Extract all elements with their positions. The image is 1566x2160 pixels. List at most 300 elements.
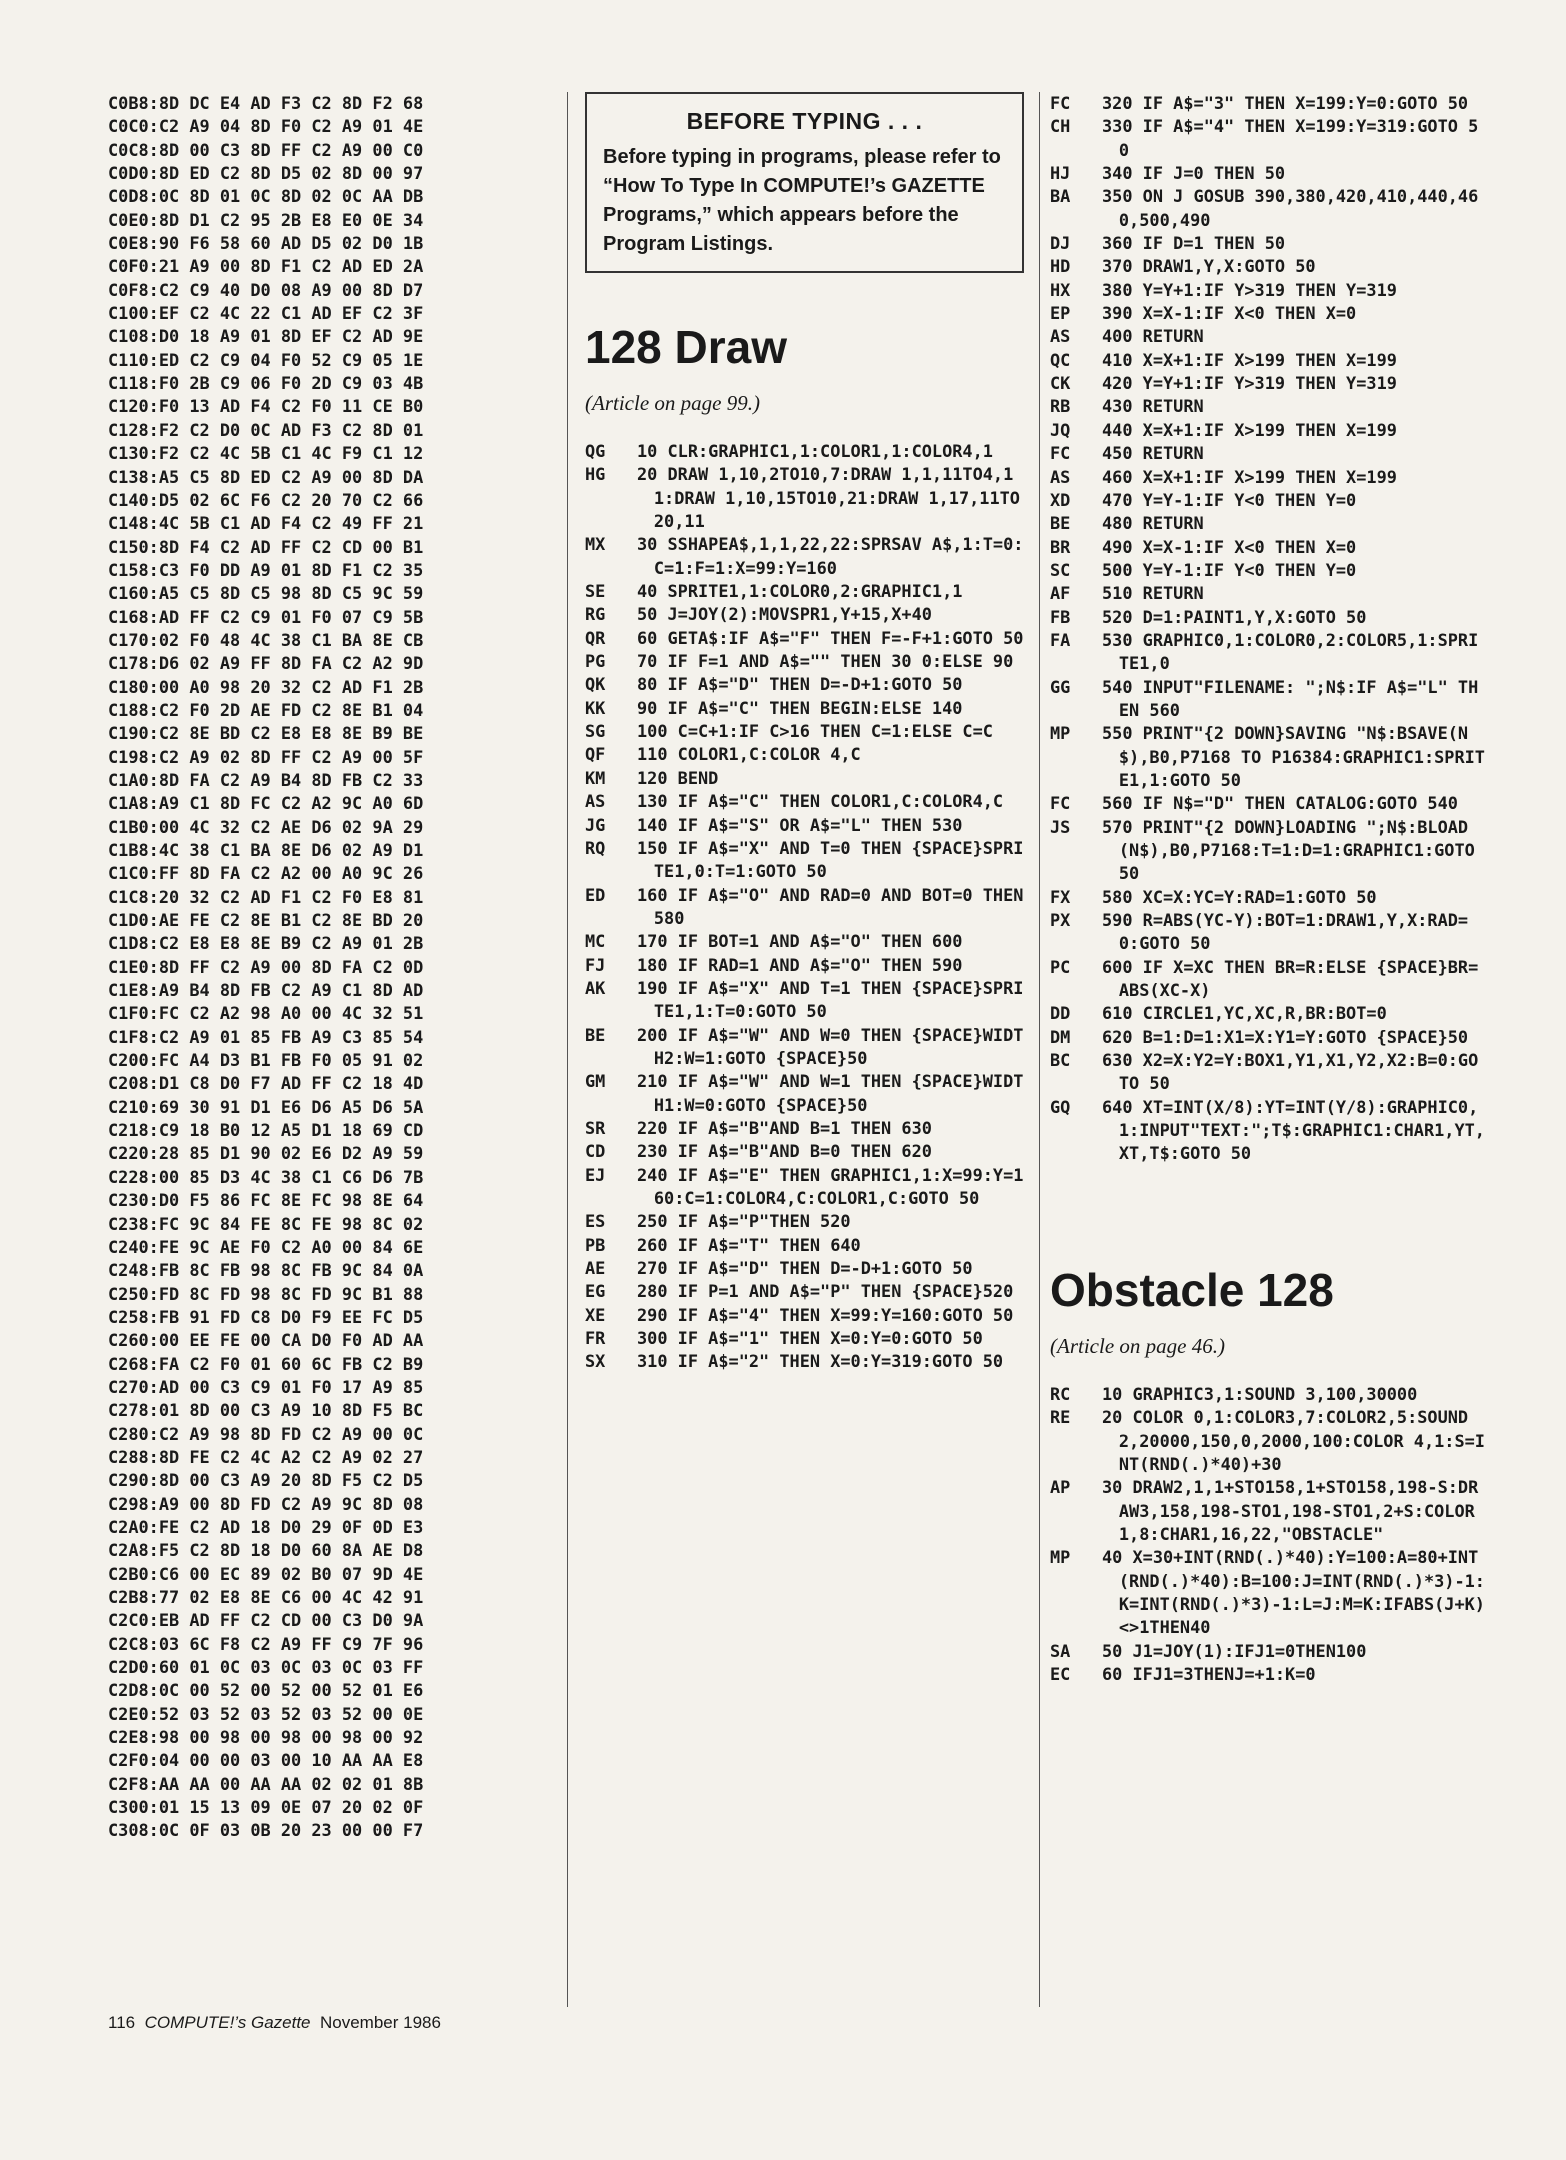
program-line (1050, 232, 1485, 255)
checksum: MX (585, 534, 606, 555)
checksum: SG (585, 721, 606, 742)
checksum: QK (585, 674, 606, 695)
program-line (585, 884, 1034, 931)
code: 300 IF A$="1" THEN X=0:Y=0:GOTO 50 (637, 1328, 983, 1349)
ml-line: C258:FB 91 FD C8 D0 F9 EE FC D5 (108, 1306, 424, 1327)
code: 330 IF A$="4" THEN X=199:Y=319:GOTO 50 (1102, 116, 1479, 160)
code: 600 IF X=XC THEN BR=R:ELSE {SPACE}BR=ABS(XC-X) (1102, 956, 1479, 1001)
ml-line: C110:ED C2 C9 04 F0 52 C9 05 1E (108, 349, 424, 370)
checksum: GM (585, 1071, 606, 1092)
code: 60 IFJ1=3THENJ=+1:K=0 (1102, 1663, 1316, 1684)
ml-line: C0C8:8D 00 C3 8D FF C2 A9 00 C0 (108, 139, 424, 160)
code: 140 IF A$="S" OR A$="L" THEN 530 (637, 814, 963, 835)
program-line (585, 580, 1030, 603)
program-line (1050, 1406, 1485, 1476)
ml-line: C240:FE 9C AE F0 C2 A0 00 84 6E (108, 1236, 424, 1257)
ml-line: C2A0:FE C2 AD 18 D0 29 0F 0D E3 (108, 1516, 424, 1537)
checksum: BR (1050, 536, 1071, 557)
ml-line: C138:A5 C5 8D ED C2 A9 00 8D DA (108, 466, 424, 487)
notice-title: BEFORE TYPING . . . (686, 108, 923, 134)
ml-line: C288:8D FE C2 4C A2 C2 A9 02 27 (108, 1446, 424, 1467)
code: 30 DRAW2,1,1+STO158,1+STO158,198-S:DRAW3,158,198-STO1,198-STO1,2+S:COLOR1,8:CHAR1,16,22,"OBSTACLE" (1102, 1477, 1479, 1544)
code: 120 BEND (637, 767, 719, 788)
checksum: FB (1050, 606, 1071, 627)
ml-line: C148:4C 5B C1 AD F4 C2 49 FF 21 (108, 513, 424, 534)
ml-line: C308:0C 0F 03 0B 20 23 00 00 F7 (108, 1820, 424, 1841)
checksum: JG (585, 814, 606, 835)
program-line (1050, 162, 1485, 185)
checksum: KK (585, 697, 606, 718)
program-line (585, 743, 1030, 766)
code: 570 PRINT"{2 DOWN}LOADING ";N$:BLOAD(N$),B0,P7168:T=1:D=1:GRAPHIC1:GOTO 50 (1102, 816, 1485, 884)
code: 10 CLR:GRAPHIC1,1:COLOR1,1:COLOR4,1 (637, 441, 993, 461)
ml-line: C1F0:FC C2 A2 98 A0 00 4C 32 51 (108, 1003, 424, 1024)
code: 180 IF RAD=1 AND A$="O" THEN 590 (637, 954, 963, 975)
code: 340 IF J=0 THEN 50 (1102, 163, 1286, 184)
program-line (585, 1117, 1030, 1140)
page-number: 116 (108, 2013, 136, 2032)
ml-line: C118:F0 2B C9 06 F0 2D C9 03 4B (108, 373, 424, 394)
ml-line: C120:F0 13 AD F4 C2 F0 11 CE B0 (108, 396, 424, 417)
ml-line: C0C0:C2 A9 04 8D F0 C2 A9 01 4E (108, 116, 424, 137)
checksum: AS (585, 791, 606, 812)
checksum: FC (1050, 443, 1071, 464)
code: 260 IF A$="T" THEN 640 (637, 1234, 861, 1255)
code: 630 X2=X:Y2=Y:BOX1,Y1,X1,Y2,X2:B=0:GOTO 50 (1102, 1050, 1479, 1094)
program-line (585, 977, 1030, 1024)
ml-line: C2B8:77 02 E8 8E C6 00 4C 42 91 (108, 1587, 424, 1607)
program-line (585, 1350, 1030, 1373)
program-line (585, 533, 1030, 580)
program-line (1050, 886, 1485, 909)
code: 470 Y=Y-1:IF Y<0 THEN Y=0 (1102, 489, 1357, 510)
code: 250 IF A$="P"THEN 520 (637, 1211, 851, 1232)
ml-line: C108:D0 18 A9 01 8D EF C2 AD 9E (108, 326, 424, 347)
ml-line: C0F0:21 A9 00 8D F1 C2 AD ED 2A (108, 256, 424, 277)
program-line (1050, 489, 1485, 512)
ml-line: C0E8:90 F6 58 60 AD D5 02 D0 1B (108, 233, 424, 254)
checksum: RE (1050, 1407, 1071, 1428)
ml-line: C300:01 15 13 09 0E 07 20 02 0F (108, 1797, 424, 1818)
checksum: PG (585, 651, 606, 672)
ml-line: C1D8:C2 E8 E8 8E B9 C2 A9 01 2B (108, 933, 424, 954)
code: 370 DRAW1,Y,X:GOTO 50 (1102, 256, 1316, 277)
code: 270 IF A$="D" THEN D=-D+1:GOTO 50 (637, 1258, 973, 1279)
code: 400 RETURN (1102, 326, 1204, 347)
ml-line: C130:F2 C2 4C 5B C1 4C F9 C1 12 (108, 443, 424, 464)
code: 590 R=ABS(YC-Y):BOT=1:DRAW1,Y,X:RAD=0:GOTO 50 (1102, 910, 1469, 954)
code: 20 COLOR 0,1:COLOR3,7:COLOR2,5:SOUND 2,20000,150,0,2000,100:COLOR 4,1:S=INT(RND(.)*40)+30 (1102, 1407, 1485, 1474)
program-line (1050, 582, 1485, 605)
ml-listing-column (108, 92, 556, 1843)
program-line (1050, 279, 1485, 302)
code: 550 PRINT"{2 DOWN}SAVING "N$:BSAVE(N$),B0,P7168 TO P16384:GRAPHIC1:SPRITE1,1:GOTO 50 (1102, 723, 1485, 790)
checksum: SA (1050, 1640, 1071, 1661)
checksum: BE (1050, 513, 1071, 534)
checksum: FJ (585, 954, 606, 975)
code: 210 IF A$="W" AND W=1 THEN {SPACE}WIDTH1:W=0:GOTO {SPACE}50 (637, 1071, 1024, 1115)
ml-line: C1E0:8D FF C2 A9 00 8D FA C2 0D (108, 956, 424, 977)
checksum: QR (585, 627, 606, 648)
ml-line: C1E8:A9 B4 8D FB C2 A9 C1 8D AD (108, 980, 424, 1001)
program-line (585, 627, 1030, 650)
ml-line: C0D8:0C 8D 01 0C 8D 02 0C AA DB (108, 186, 424, 207)
program-line (1050, 1049, 1485, 1096)
code: 130 IF A$="C" THEN COLOR1,C:COLOR4,C (637, 791, 1004, 812)
code: 240 IF A$="E" THEN GRAPHIC1,1:X=99:Y=160:C=1:COLOR4,C:COLOR1,C:GOTO 50 (637, 1164, 1024, 1208)
program-line (1050, 1640, 1485, 1663)
code: 290 IF A$="4" THEN X=99:Y=160:GOTO 50 (637, 1304, 1014, 1325)
code: 480 RETURN (1102, 513, 1204, 534)
code: 430 RETURN (1102, 396, 1204, 417)
program-line (1050, 466, 1485, 489)
checksum: DD (1050, 1003, 1071, 1024)
checksum: SE (585, 581, 606, 602)
program-line (1050, 185, 1485, 232)
ml-line: C0F8:C2 C9 40 D0 08 A9 00 8D D7 (108, 279, 424, 300)
checksum: AS (1050, 466, 1071, 487)
program-line (1050, 722, 1485, 792)
column-divider (1039, 92, 1040, 2007)
program-line (585, 697, 1030, 720)
code: 540 INPUT"FILENAME: ";N$:IF A$="L" THEN 560 (1102, 676, 1479, 720)
ml-line: C230:D0 F5 86 FC 8E FC 98 8E 64 (108, 1190, 424, 1211)
program-line (1050, 325, 1485, 348)
ml-line: C1C8:20 32 C2 AD F1 C2 F0 E8 81 (108, 886, 424, 907)
checksum: QG (585, 441, 606, 461)
checksum: ED (585, 884, 606, 905)
code: 380 Y=Y+1:IF Y>319 THEN Y=319 (1102, 279, 1397, 300)
obstacle128-article-ref: (Article on page 46.) (1050, 1333, 1225, 1358)
checksum: FA (1050, 629, 1071, 650)
program-line (1050, 816, 1485, 886)
code: 30 SSHAPEA$,1,1,22,22:SPRSAV A$,1:T=0:C=1:F=1:X=99:Y=160 (637, 534, 1024, 578)
ml-line: C208:D1 C8 D0 F7 AD FF C2 18 4D (108, 1073, 424, 1094)
page-footer (108, 2013, 441, 2033)
checksum: JS (1050, 816, 1071, 837)
program-line (585, 1257, 1030, 1280)
ml-line: C160:A5 C5 8D C5 98 8D C5 9C 59 (108, 583, 424, 604)
program-line (1050, 395, 1485, 418)
code: 40 SPRITE1,1:COLOR0,2:GRAPHIC1,1 (637, 581, 963, 602)
program-line (585, 1327, 1030, 1350)
program-line (1050, 956, 1485, 1003)
checksum: CH (1050, 116, 1071, 137)
program-line (585, 790, 1030, 813)
ml-line: C2F0:04 00 00 03 00 10 AA AA E8 (108, 1750, 424, 1771)
program-line (1050, 349, 1485, 372)
checksum: CK (1050, 373, 1071, 394)
program-line (1050, 536, 1485, 559)
program-line (1050, 1476, 1485, 1546)
program-line (585, 1210, 1030, 1233)
program-line (1050, 559, 1485, 582)
code: 150 IF A$="X" AND T=0 THEN {SPACE}SPRITE1,0:T=1:GOTO 50 (637, 837, 1024, 882)
code: 40 X=30+INT(RND(.)*40):Y=100:A=80+INT(RND(.)*40):B=100:J=INT(RND(.)*3)-1:K=INT(RND(.)*3)-1:L=J:M=K:IFABS(J+K)<>1THEN40 (1102, 1547, 1485, 1638)
checksum: MP (1050, 723, 1071, 744)
code: 560 IF N$="D" THEN CATALOG:GOTO 540 (1102, 793, 1458, 814)
program-line (585, 673, 1030, 696)
ml-line: C178:D6 02 A9 FF 8D FA C2 A2 9D (108, 653, 424, 674)
checksum: EG (585, 1281, 606, 1302)
code: 610 CIRCLE1,YC,XC,R,BR:BOT=0 (1102, 1003, 1387, 1024)
ml-line: C200:FC A4 D3 B1 FB F0 05 91 02 (108, 1050, 424, 1071)
ml-line: C1C0:FF 8D FA C2 A2 00 A0 9C 26 (108, 863, 424, 884)
checksum: AS (1050, 326, 1071, 347)
program-line (1050, 1383, 1485, 1406)
checksum: FR (585, 1328, 606, 1349)
checksum: DM (1050, 1026, 1071, 1047)
program-line (1050, 302, 1485, 325)
code: 160 IF A$="O" AND RAD=0 AND BOT=0 THEN 580 (637, 884, 1034, 928)
checksum: AF (1050, 583, 1071, 604)
ml-line: C198:C2 A9 02 8D FF C2 A9 00 5F (108, 746, 424, 767)
checksum: GG (1050, 676, 1071, 697)
code: 310 IF A$="2" THEN X=0:Y=319:GOTO 50 (637, 1351, 1004, 1372)
program-line (585, 1070, 1030, 1117)
program-line (1050, 792, 1485, 815)
ml-line: C168:AD FF C2 C9 01 F0 07 C9 5B (108, 606, 424, 627)
ml-line: C128:F2 C2 D0 0C AD F3 C2 8D 01 (108, 419, 424, 440)
program-line (1050, 1026, 1485, 1049)
code: 10 GRAPHIC3,1:SOUND 3,100,30000 (1102, 1383, 1418, 1404)
ml-line: C2D8:0C 00 52 00 52 00 52 01 E6 (108, 1680, 424, 1701)
program-line (1050, 92, 1485, 115)
program-line (585, 1140, 1030, 1163)
ml-line: C280:C2 A9 98 8D FD C2 A9 00 0C (108, 1423, 424, 1444)
code: 200 IF A$="W" AND W=0 THEN {SPACE}WIDTH2:W=1:GOTO {SPACE}50 (637, 1024, 1024, 1068)
code: 170 IF BOT=1 AND A$="O" THEN 600 (637, 931, 963, 952)
ml-line: C298:A9 00 8D FD C2 A9 9C 8D 08 (108, 1493, 424, 1514)
checksum: SR (585, 1117, 606, 1138)
ml-line: C1A0:8D FA C2 A9 B4 8D FB C2 33 (108, 769, 424, 790)
code: 440 X=X+1:IF X>199 THEN X=199 (1102, 419, 1397, 440)
program-line (1050, 1002, 1485, 1025)
checksum: MP (1050, 1547, 1071, 1568)
checksum: SC (1050, 559, 1071, 580)
code: 360 IF D=1 THEN 50 (1102, 233, 1286, 254)
program-line (585, 440, 1030, 463)
code: 190 IF A$="X" AND T=1 THEN {SPACE}SPRITE1,1:T=0:GOTO 50 (637, 977, 1024, 1022)
program-line (585, 720, 1030, 743)
checksum: FX (1050, 886, 1071, 907)
issue-date: November 1986 (319, 2013, 441, 2032)
ml-line: C2E0:52 03 52 03 52 03 52 00 0E (108, 1703, 424, 1724)
code: 320 IF A$="3" THEN X=199:Y=0:GOTO 50 (1102, 93, 1469, 113)
ml-line: C190:C2 8E BD C2 E8 E8 8E B9 BE (108, 723, 424, 744)
code: 460 X=X+1:IF X>199 THEN X=199 (1102, 466, 1397, 487)
ml-line: C1F8:C2 A9 01 85 FB A9 C3 85 54 (108, 1026, 424, 1047)
ml-line: C0E0:8D D1 C2 95 2B E8 E0 0E 34 (108, 209, 424, 230)
ml-line: C2D0:60 01 0C 03 0C 03 0C 03 FF (108, 1657, 424, 1678)
ml-line: C2E8:98 00 98 00 98 00 98 00 92 (108, 1727, 424, 1748)
code: 500 Y=Y-1:IF Y<0 THEN Y=0 (1102, 559, 1357, 580)
ml-line: C0B8:8D DC E4 AD F3 C2 8D F2 68 (108, 93, 424, 113)
code: 350 ON J GOSUB 390,380,420,410,440,460,500,490 (1102, 186, 1479, 230)
checksum: CD (585, 1141, 606, 1162)
checksum: AK (585, 977, 606, 998)
code: 100 C=C+1:IF C>16 THEN C=1:ELSE C=C (637, 721, 993, 742)
right-column (1050, 92, 1485, 1686)
program-line (585, 1280, 1030, 1303)
column-divider (567, 92, 568, 2007)
ml-line: C2C8:03 6C F8 C2 A9 FF C9 7F 96 (108, 1633, 424, 1654)
program-line (585, 930, 1030, 953)
program-line (585, 1164, 1030, 1211)
ml-line: C270:AD 00 C3 C9 01 F0 17 A9 85 (108, 1376, 424, 1397)
checksum: FC (1050, 793, 1071, 814)
program-line (1050, 442, 1485, 465)
checksum: HX (1050, 279, 1071, 300)
checksum: XE (585, 1304, 606, 1325)
program-line (1050, 1663, 1485, 1686)
checksum: RQ (585, 837, 606, 858)
checksum: KM (585, 767, 606, 788)
ml-line: C248:FB 8C FB 98 8C FB 9C 84 0A (108, 1260, 424, 1281)
code: 640 XT=INT(X/8):YT=INT(Y/8):GRAPHIC0,1:INPUT"TEXT:";T$:GRAPHIC1:CHAR1,YT,XT,T$:GOTO 50 (1102, 1096, 1485, 1164)
ml-line: C290:8D 00 C3 A9 20 8D F5 C2 D5 (108, 1470, 424, 1491)
code: 50 J1=JOY(1):IFJ1=0THEN100 (1102, 1640, 1367, 1661)
code: 580 XC=X:YC=Y:RAD=1:GOTO 50 (1102, 886, 1377, 907)
checksum: BC (1050, 1050, 1071, 1071)
code: 90 IF A$="C" THEN BEGIN:ELSE 140 (637, 697, 963, 718)
ml-line: C250:FD 8C FD 98 8C FD 9C B1 88 (108, 1283, 424, 1304)
code: 110 COLOR1,C:COLOR 4,C (637, 744, 861, 765)
ml-line: C100:EF C2 4C 22 C1 AD EF C2 3F (108, 303, 424, 324)
program-line (585, 463, 1030, 533)
ml-line: C1A8:A9 C1 8D FC C2 A2 9C A0 6D (108, 793, 424, 814)
ml-line: C0D0:8D ED C2 8D D5 02 8D 00 97 (108, 163, 424, 184)
code: 50 J=JOY(2):MOVSPR1,Y+15,X+40 (637, 604, 932, 625)
program-line (585, 650, 1030, 673)
center-column (585, 92, 1034, 1374)
obstacle128-listing (1050, 1383, 1485, 1686)
checksum: EP (1050, 303, 1071, 324)
program-line (585, 1304, 1030, 1327)
program-line (585, 814, 1030, 837)
draw128-listing-part1 (585, 440, 1034, 1374)
code: 80 IF A$="D" THEN D=-D+1:GOTO 50 (637, 674, 963, 695)
checksum: SX (585, 1351, 606, 1372)
ml-line: C180:00 A0 98 20 32 C2 AD F1 2B (108, 676, 424, 697)
checksum: HG (585, 464, 606, 485)
notice-body: Before typing in programs, please refer to “How To Type In COMPUTE!’s GAZETTE Programs,” which appears before the Program Listings. (603, 146, 1001, 255)
code: 530 GRAPHIC0,1:COLOR0,2:COLOR5,1:SPRITE1,0 (1102, 629, 1479, 674)
code: 60 GETA$:IF A$="F" THEN F=-F+1:GOTO 50 (637, 627, 1024, 648)
ml-line: C170:02 F0 48 4C 38 C1 BA 8E CB (108, 629, 424, 650)
ml-line: C220:28 85 D1 90 02 E6 D2 A9 59 (108, 1143, 424, 1164)
code: 390 X=X-1:IF X<0 THEN X=0 (1102, 303, 1357, 324)
checksum: FC (1050, 93, 1071, 113)
ml-line: C260:00 EE FE 00 CA D0 F0 AD AA (108, 1330, 424, 1351)
ml-line: C268:FA C2 F0 01 60 6C FB C2 B9 (108, 1353, 424, 1374)
checksum: QF (585, 744, 606, 765)
ml-line: C2B0:C6 00 EC 89 02 B0 07 9D 4E (108, 1563, 424, 1584)
checksum: EJ (585, 1164, 606, 1185)
ml-line: C158:C3 F0 DD A9 01 8D F1 C2 35 (108, 559, 424, 580)
program-line (1050, 676, 1485, 723)
program-line (585, 1024, 1030, 1071)
draw128-title: 128 Draw (585, 321, 788, 373)
code: 450 RETURN (1102, 443, 1204, 464)
program-line (1050, 606, 1485, 629)
program-line (585, 603, 1030, 626)
ml-line: C140:D5 02 6C F6 C2 20 70 C2 66 (108, 489, 424, 510)
code: 20 DRAW 1,10,2TO10,7:DRAW 1,1,11TO4,11:DRAW 1,10,15TO10,21:DRAW 1,17,11TO20,11 (637, 464, 1020, 532)
code: 420 Y=Y+1:IF Y>319 THEN Y=319 (1102, 373, 1397, 394)
code: 520 D=1:PAINT1,Y,X:GOTO 50 (1102, 606, 1367, 627)
ml-line: C210:69 30 91 D1 E6 D6 A5 D6 5A (108, 1096, 424, 1117)
obstacle128-title: Obstacle 128 (1050, 1263, 1334, 1316)
program-line (1050, 419, 1485, 442)
program-line (585, 954, 1030, 977)
checksum: HJ (1050, 163, 1071, 184)
checksum: RC (1050, 1383, 1071, 1404)
program-line (1050, 512, 1485, 535)
ml-line: C188:C2 F0 2D AE FD C2 8E B1 04 (108, 699, 424, 720)
checksum: BE (585, 1024, 606, 1045)
program-line (585, 1234, 1030, 1257)
ml-line: C228:00 85 D3 4C 38 C1 C6 D6 7B (108, 1166, 424, 1187)
program-line (1050, 115, 1485, 162)
code: 230 IF A$="B"AND B=0 THEN 620 (637, 1141, 932, 1162)
program-line (1050, 255, 1485, 278)
checksum: JQ (1050, 419, 1071, 440)
draw128-article-ref: (Article on page 99.) (585, 391, 760, 415)
code: 70 IF F=1 AND A$="" THEN 30 0:ELSE 90 (637, 651, 1014, 672)
ml-line: C2F8:AA AA 00 AA AA 02 02 01 8B (108, 1773, 424, 1794)
checksum: MC (585, 931, 606, 952)
ml-line: C1D0:AE FE C2 8E B1 C2 8E BD 20 (108, 910, 424, 931)
checksum: RB (1050, 396, 1071, 417)
code: 220 IF A$="B"AND B=1 THEN 630 (637, 1117, 932, 1138)
program-line (1050, 372, 1485, 395)
checksum: RG (585, 604, 606, 625)
program-line (1050, 629, 1485, 676)
checksum: PX (1050, 910, 1071, 931)
program-line (1050, 1546, 1485, 1639)
code: 620 B=1:D=1:X1=X:Y1=Y:GOTO {SPACE}50 (1102, 1026, 1469, 1047)
ml-line: C1B0:00 4C 32 C2 AE D6 02 9A 29 (108, 816, 424, 837)
code: 280 IF P=1 AND A$="P" THEN {SPACE}520 (637, 1281, 1014, 1302)
checksum: XD (1050, 489, 1071, 510)
checksum: PC (1050, 956, 1071, 977)
ml-line: C278:01 8D 00 C3 A9 10 8D F5 BC (108, 1400, 424, 1421)
code: 410 X=X+1:IF X>199 THEN X=199 (1102, 349, 1397, 370)
ml-line: C238:FC 9C 84 FE 8C FE 98 8C 02 (108, 1213, 424, 1234)
checksum: QC (1050, 349, 1071, 370)
program-line (1050, 1096, 1485, 1166)
checksum: AP (1050, 1477, 1071, 1498)
checksum: ES (585, 1211, 606, 1232)
checksum: DJ (1050, 233, 1071, 254)
draw128-listing-part2 (1050, 92, 1485, 1166)
program-line (585, 837, 1030, 884)
before-typing-notice (585, 92, 1024, 273)
program-line (1050, 909, 1485, 956)
code: 510 RETURN (1102, 583, 1204, 604)
ml-line: C2A8:F5 C2 8D 18 D0 60 8A AE D8 (108, 1540, 424, 1561)
checksum: BA (1050, 186, 1071, 207)
checksum: EC (1050, 1663, 1071, 1684)
checksum: AE (585, 1258, 606, 1279)
program-line (585, 767, 1030, 790)
publication-name: COMPUTE!’s Gazette (144, 2013, 311, 2032)
code: 490 X=X-1:IF X<0 THEN X=0 (1102, 536, 1357, 557)
ml-line: C2C0:EB AD FF C2 CD 00 C3 D0 9A (108, 1610, 424, 1631)
ml-line: C150:8D F4 C2 AD FF C2 CD 00 B1 (108, 536, 424, 557)
ml-line: C1B8:4C 38 C1 BA 8E D6 02 A9 D1 (108, 840, 424, 860)
